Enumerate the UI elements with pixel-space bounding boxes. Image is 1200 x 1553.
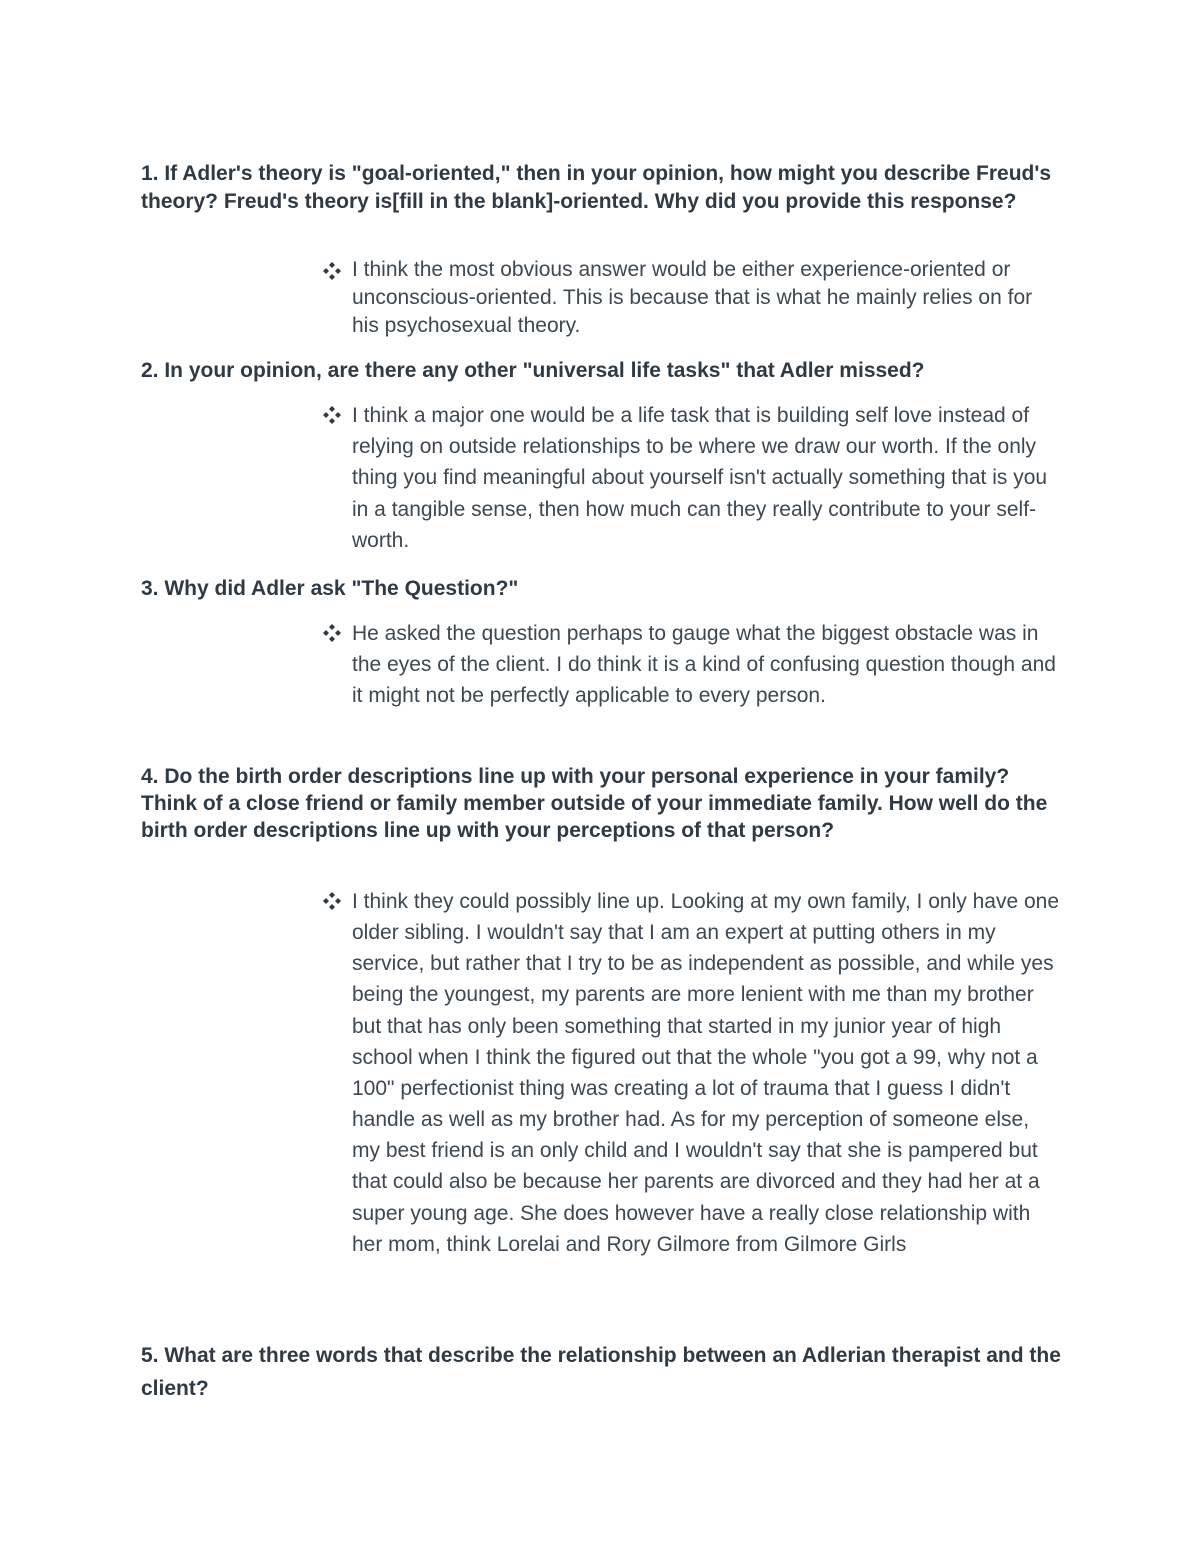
question-3: 3. Why did Adler ask "The Question?" (141, 577, 519, 600)
question-4: 4. Do the birth order descriptions line up with your personal experience in your family? Think of a close friend or family member outside of your immediate family. How well do the birth order descriptions line up with your perceptions of that person? (141, 765, 1048, 842)
answer-3 (320, 618, 1060, 712)
four-diamond-bullet-icon (320, 400, 344, 430)
question-1: 1. If Adler's theory is "goal-oriented," then in your opinion, how might you describe Freud's theory? Freud's theory is[fill in the blank]-oriented. Why did you provide this response? (141, 162, 1052, 213)
answer-3-text: He asked the question perhaps to gauge what the biggest obstacle was in the eyes of the client. I do think it is a kind of confusing question though and it might not be perfectly applicable to every person. (352, 622, 1056, 708)
answer-2-text: I think a major one would be a life task that is building self love instead of relying on outside relationships to be where we draw our worth. If the only thing you find meaningful about yourself isn't actually something that is you in a tangible sense, then how much can they really contribute to your self-worth. (352, 404, 1048, 552)
answer-2 (320, 400, 1060, 556)
four-diamond-bullet-icon (320, 886, 344, 916)
answer-4-text: I think they could possibly line up. Looking at my own family, I only have one older sibling. I wouldn't say that I am an expert at putting others in my service, but rather that I try to be as independent as possible, and while yes being the youngest, my parents are more lenient with me than my brother but that has only been something that started in my junior year of high school when I think the figured out that the whole "you got a 99, why not a 100" perfectionist thing was creating a lot of trauma that I guess I didn't handle as well as my brother had. As for my perception of someone else, my best friend is an only child and I wouldn't say that she is pampered but that could also be because her parents are divorced and they had her at a super young age. She does however have a really close relationship with her mom, think Lorelai and Rory Gilmore from Gilmore Girls (352, 890, 1059, 1256)
answer-1-text: I think the most obvious answer would be either experience-oriented or unconscious-oriented. This is because that is what he mainly relies on for his psychosexual theory. (352, 258, 1033, 337)
answer-1 (320, 256, 1060, 340)
question-2: 2. In your opinion, are there any other "universal life tasks" that Adler missed? (141, 359, 925, 382)
question-5: 5. What are three words that describe the relationship between an Adlerian therapist and the client? (141, 1344, 1061, 1400)
four-diamond-bullet-icon (320, 256, 344, 286)
four-diamond-bullet-icon (320, 618, 344, 648)
answer-4 (320, 886, 1060, 1260)
